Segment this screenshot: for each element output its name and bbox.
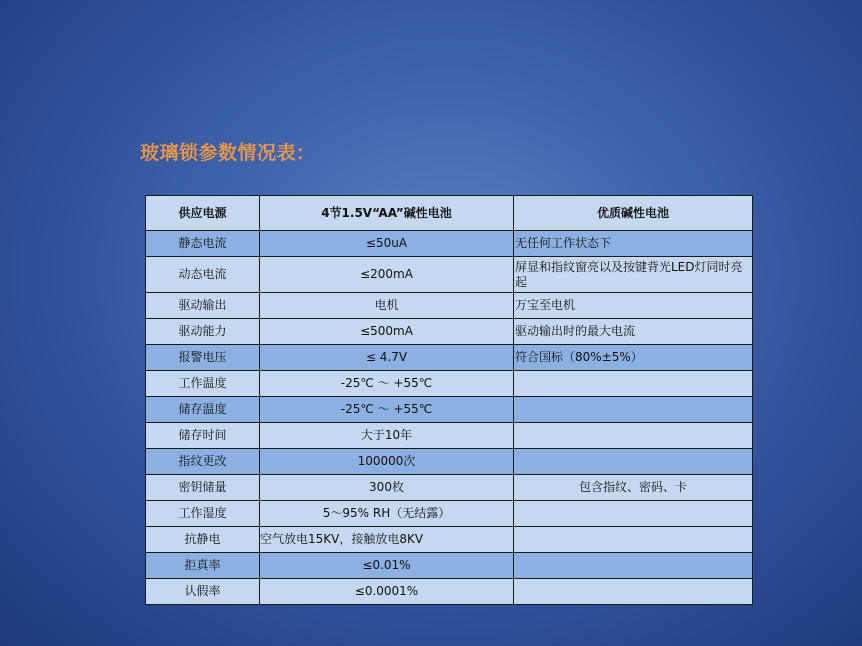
- table-row: [146, 553, 753, 579]
- param-name: 指纹更改: [146, 449, 260, 475]
- param-value: ≤500mA: [260, 319, 514, 345]
- param-note: [514, 371, 753, 397]
- param-value: ≤0.01%: [260, 553, 514, 579]
- table-row: [146, 293, 753, 319]
- parameter-table: [145, 195, 753, 605]
- header-power-supply: 供应电源: [146, 196, 260, 231]
- table-row: [146, 319, 753, 345]
- param-name: 静态电流: [146, 231, 260, 257]
- header-battery-quality: 优质碱性电池: [514, 196, 753, 231]
- param-value: 空气放电15KV，接触放电8KV: [260, 527, 514, 553]
- param-value: ≤200mA: [260, 257, 514, 293]
- param-note: [514, 423, 753, 449]
- param-value: ≤50uA: [260, 231, 514, 257]
- table-row: [146, 475, 753, 501]
- param-note: [514, 501, 753, 527]
- table-row: [146, 423, 753, 449]
- param-name: 储存时间: [146, 423, 260, 449]
- table-row: [146, 449, 753, 475]
- param-note: 万宝至电机: [514, 293, 753, 319]
- param-name: 密钥储量: [146, 475, 260, 501]
- slide-title: 玻璃锁参数情况表：: [140, 142, 316, 164]
- param-value: 100000次: [260, 449, 514, 475]
- param-note: 包含指纹、密码、卡: [514, 475, 753, 501]
- table-row: [146, 501, 753, 527]
- param-value: 300枚: [260, 475, 514, 501]
- param-note: 屏显和指纹窗亮以及按键背光LED灯同时亮起: [514, 257, 753, 293]
- param-name: 认假率: [146, 579, 260, 605]
- table-row: [146, 345, 753, 371]
- param-name: 拒真率: [146, 553, 260, 579]
- param-note: 符合国标（80%±5%）: [514, 345, 753, 371]
- param-name: 驱动能力: [146, 319, 260, 345]
- param-note: [514, 579, 753, 605]
- header-battery-spec: 4节1.5V“AA”碱性电池: [260, 196, 514, 231]
- param-name: 工作湿度: [146, 501, 260, 527]
- param-note: 驱动输出时的最大电流: [514, 319, 753, 345]
- param-value: -25℃ ～ +55℃: [260, 397, 514, 423]
- param-name: 工作温度: [146, 371, 260, 397]
- param-note: [514, 397, 753, 423]
- param-value: 电机: [260, 293, 514, 319]
- param-name: 动态电流: [146, 257, 260, 293]
- table-row: [146, 397, 753, 423]
- param-name: 报警电压: [146, 345, 260, 371]
- param-value: 大于10年: [260, 423, 514, 449]
- table-row: [146, 579, 753, 605]
- param-name: 驱动输出: [146, 293, 260, 319]
- param-value: ≤0.0001%: [260, 579, 514, 605]
- param-name: 储存温度: [146, 397, 260, 423]
- param-note: [514, 449, 753, 475]
- param-note: [514, 553, 753, 579]
- table-row: [146, 257, 753, 293]
- param-value: ≤ 4.7V: [260, 345, 514, 371]
- param-name: 抗静电: [146, 527, 260, 553]
- param-note: [514, 527, 753, 553]
- table-header-row: [146, 196, 753, 231]
- param-note: 无任何工作状态下: [514, 231, 753, 257]
- param-value: -25℃ ～ +55℃: [260, 371, 514, 397]
- table-row: [146, 527, 753, 553]
- param-value: 5～95% RH（无结露）: [260, 501, 514, 527]
- table-row: [146, 231, 753, 257]
- table-row: [146, 371, 753, 397]
